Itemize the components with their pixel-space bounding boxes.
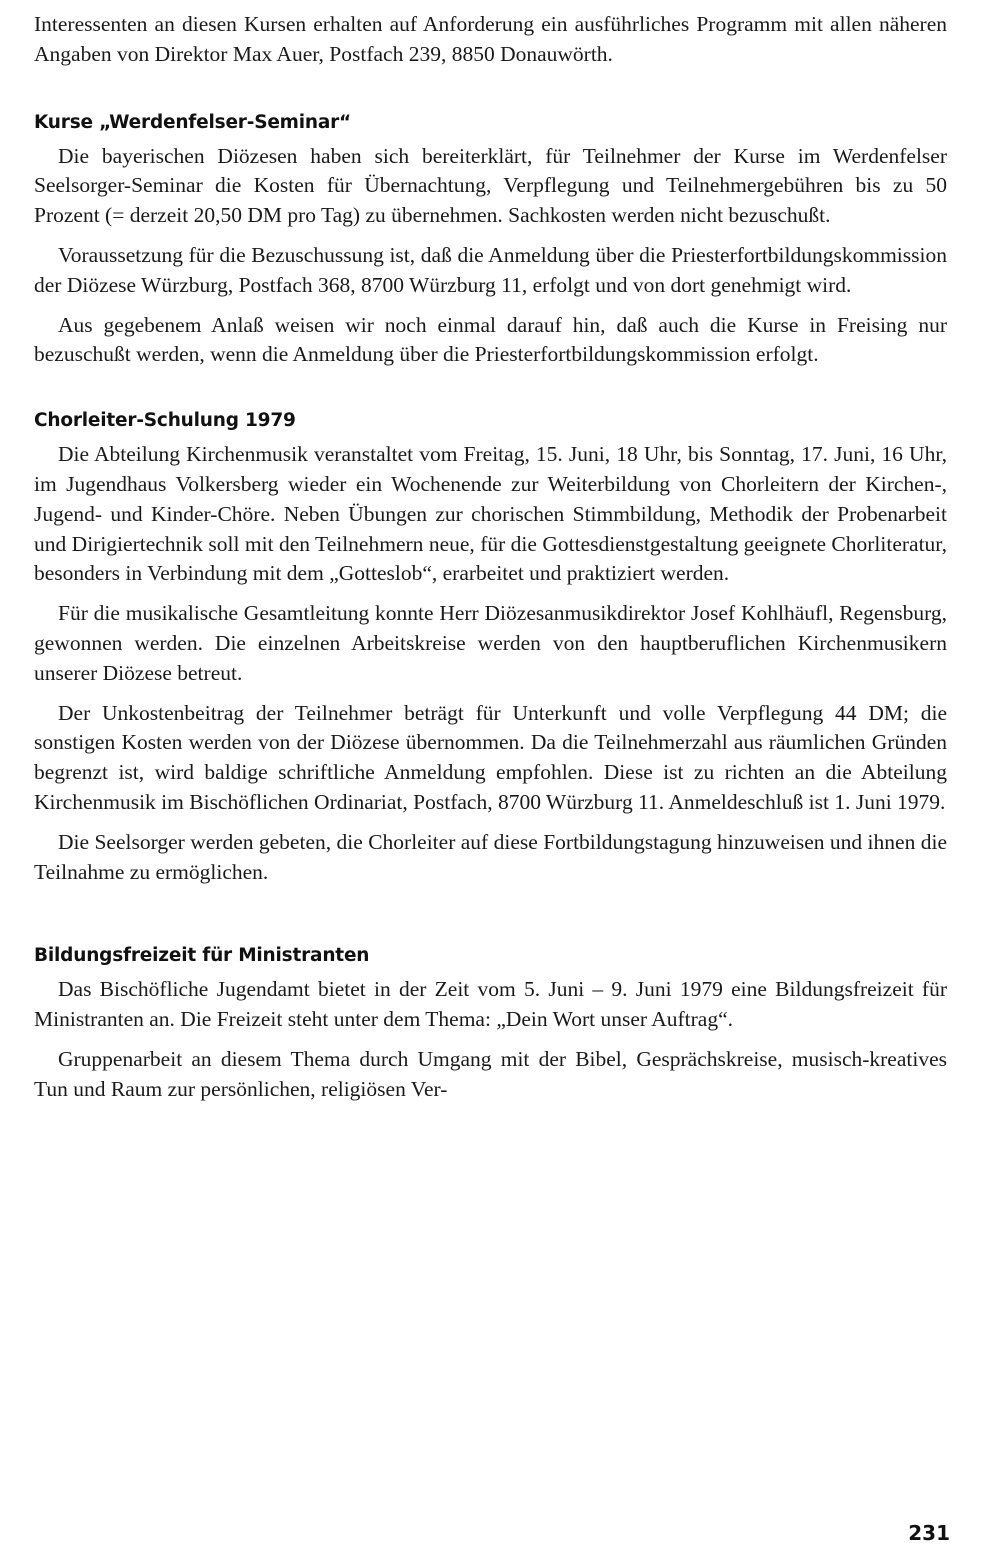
paragraph: Voraussetzung für die Bezuschussung ist, daß die Anmeldung über die Priesterfortbildungskommission der Diözese Würzburg, Postfach 368, 8700 Würzburg 11, erfolgt und von dort genehmigt wird. <box>34 242 947 297</box>
paragraph: Das Bischöfliche Jugendamt bietet in der Zeit vom 5. Juni – 9. Juni 1979 eine Bildungsfreizeit für Ministranten an. Die Freizeit steht unter dem Thema: „Dein Wort unser Auftrag“. <box>34 977 947 1032</box>
heading-bildungsfreizeit-ministranten: Bildungsfreizeit für Ministranten <box>34 945 370 967</box>
paragraph: Der Unkostenbeitrag der Teilnehmer beträgt für Unterkunft und volle Verpflegung 44 DM; die sonstigen Kosten werden von der Diözese übernommen. Da die Teilnehmerzahl aus räumlichen Gründen begrenzt ist, wird baldige schriftliche Anmeldung empfohlen. Diese ist zu richten an die Abteilung Kirchenmusik im Bischöflichen Ordinariat, Postfach, 8700 Würzburg 11. Anmeldeschluß ist 1. Juni 1979. <box>34 700 947 814</box>
intro-paragraph: Interessenten an diesen Kursen erhalten auf Anforderung ein ausführliches Programm mit allen näheren Angaben von Direktor Max Auer, Postfach 239, 8850 Donauwörth. <box>34 12 947 66</box>
section-bildungsfreizeit-ministranten <box>34 943 947 1104</box>
document-page <box>34 10 947 1105</box>
paragraph: Die Seelsorger werden gebeten, die Chorleiter auf diese Fortbildungstagung hinzuweisen und ihnen die Teilnahme zu ermöglichen. <box>34 829 947 884</box>
heading-chorleiter-schulung: Chorleiter-Schulung 1979 <box>34 410 296 432</box>
paragraph: Aus gegebenem Anlaß weisen wir noch einmal darauf hin, daß auch die Kurse in Freising nur bezuschußt werden, wenn die Anmeldung über die Priesterfortbildungskommission erfolgt. <box>34 312 947 367</box>
section-werdenfelser-seminar <box>34 110 947 371</box>
heading-werdenfelser-seminar: Kurse „Werdenfelser-Seminar“ <box>34 111 352 133</box>
paragraph: Die bayerischen Diözesen haben sich bereiterklärt, für Teilnehmer der Kurse im Werdenfelser Seelsorger-Seminar die Kosten für Übernachtung, Verpflegung und Teilnehmergebühren bis zu 50 Prozent (= derzeit 20,50 DM pro Tag) zu übernehmen. Sachkosten werden nicht bezuschußt. <box>34 143 947 228</box>
paragraph: Für die musikalische Gesamtleitung konnte Herr Diözesanmusikdirektor Josef Kohlhäufl, Regensburg, gewonnen werden. Die einzelnen Arbeitskreise werden von den hauptberuflichen Kirchenmusikern unserer Diözese betreut. <box>34 601 947 685</box>
page-number: 231 <box>908 1521 950 1545</box>
paragraph: Gruppenarbeit an diesem Thema durch Umgang mit der Bibel, Gesprächskreise, musisch-kreatives Tun und Raum zur persönlichen, religiösen Ver- <box>34 1046 947 1101</box>
section-chorleiter-schulung <box>34 408 947 887</box>
paragraph: Die Abteilung Kirchenmusik veranstaltet vom Freitag, 15. Juni, 18 Uhr, bis Sonntag, 17. Juni, 16 Uhr, im Jugendhaus Volkersberg wieder ein Wochenende zur Weiterbildung von Chorleitern der Kirchen-, Jugend- und Kinder-Chöre. Neben Übungen zur chorischen Stimmbildung, Methodik der Probenarbeit und Dirigiertechnik soll mit den Teilnehmern neue, für die Gottesdienstgestaltung geeignete Chorliteratur, besonders in Verbindung mit dem „Gotteslob“, erarbeitet und praktiziert werden. <box>34 442 947 586</box>
